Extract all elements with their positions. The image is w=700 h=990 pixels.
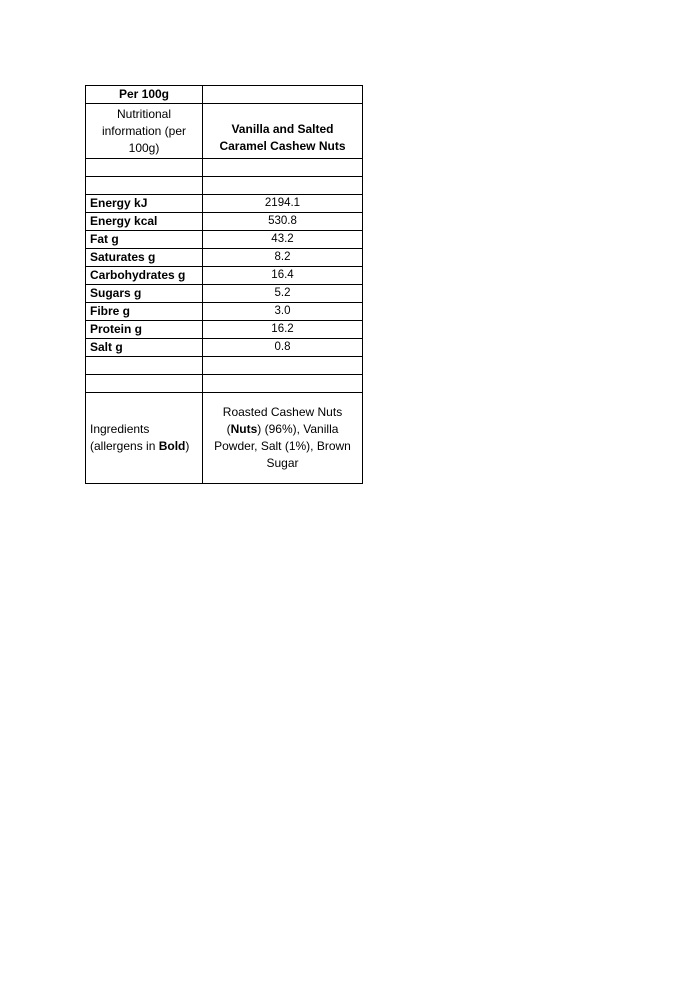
nutrient-value: 3.0	[203, 303, 363, 321]
blank-cell	[203, 375, 363, 393]
nutrient-row	[86, 249, 363, 267]
blank-cell	[203, 159, 363, 177]
blank-row	[86, 375, 363, 393]
blank-cell	[86, 357, 203, 375]
blank-row	[86, 177, 363, 195]
nutrient-value: 5.2	[203, 285, 363, 303]
nutrient-row	[86, 213, 363, 231]
blank-cell	[86, 375, 203, 393]
blank-cell	[86, 159, 203, 177]
ingredients-allergen: Nuts	[230, 422, 258, 436]
nutritional-info-label: Nutritional information (per 100g)	[86, 104, 203, 159]
nutrient-row	[86, 321, 363, 339]
product-name: Vanilla and Salted Caramel Cashew Nuts	[203, 104, 363, 159]
nutrient-value: 8.2	[203, 249, 363, 267]
header-value-cell	[203, 86, 363, 104]
ingredients-label-bold: Bold	[158, 439, 186, 453]
nutrient-label: Saturates g	[86, 249, 203, 267]
ingredients-label	[86, 393, 203, 484]
nutrient-row	[86, 267, 363, 285]
nutrient-label: Energy kJ	[86, 195, 203, 213]
nutrient-row	[86, 303, 363, 321]
nutrient-value: 0.8	[203, 339, 363, 357]
blank-row	[86, 159, 363, 177]
nutrient-value: 43.2	[203, 231, 363, 249]
per-100g-header: Per 100g	[86, 86, 203, 104]
nutrient-value: 530.8	[203, 213, 363, 231]
blank-cell	[203, 177, 363, 195]
nutrient-label: Sugars g	[86, 285, 203, 303]
blank-cell	[86, 177, 203, 195]
nutrient-label: Fat g	[86, 231, 203, 249]
ingredients-row	[86, 393, 363, 484]
blank-cell	[203, 357, 363, 375]
nutrient-row	[86, 339, 363, 357]
nutrient-label: Energy kcal	[86, 213, 203, 231]
nutrient-label: Salt g	[86, 339, 203, 357]
nutrition-table	[85, 85, 363, 484]
nutrient-row	[86, 285, 363, 303]
ingredients-label-suffix: )	[185, 439, 190, 453]
nutrient-label: Fibre g	[86, 303, 203, 321]
nutrient-value: 2194.1	[203, 195, 363, 213]
nutrient-row	[86, 231, 363, 249]
ingredients-text-part-1: Roasted Cashew Nuts (	[222, 405, 343, 436]
blank-row	[86, 357, 363, 375]
nutrient-value: 16.2	[203, 321, 363, 339]
nutrient-value: 16.4	[203, 267, 363, 285]
nutrient-label: Carbohydrates g	[86, 267, 203, 285]
nutrition-sheet	[85, 85, 362, 484]
ingredients-text-part-2: ) (96%), Vanilla Powder, Salt (1%), Brown Sugar	[214, 422, 351, 470]
header-row	[86, 86, 363, 104]
ingredients-label-prefix: Ingredients (allergens in	[90, 422, 159, 453]
nutrient-row	[86, 195, 363, 213]
nutrient-label: Protein g	[86, 321, 203, 339]
ingredients-text	[203, 393, 363, 484]
intro-row	[86, 104, 363, 159]
